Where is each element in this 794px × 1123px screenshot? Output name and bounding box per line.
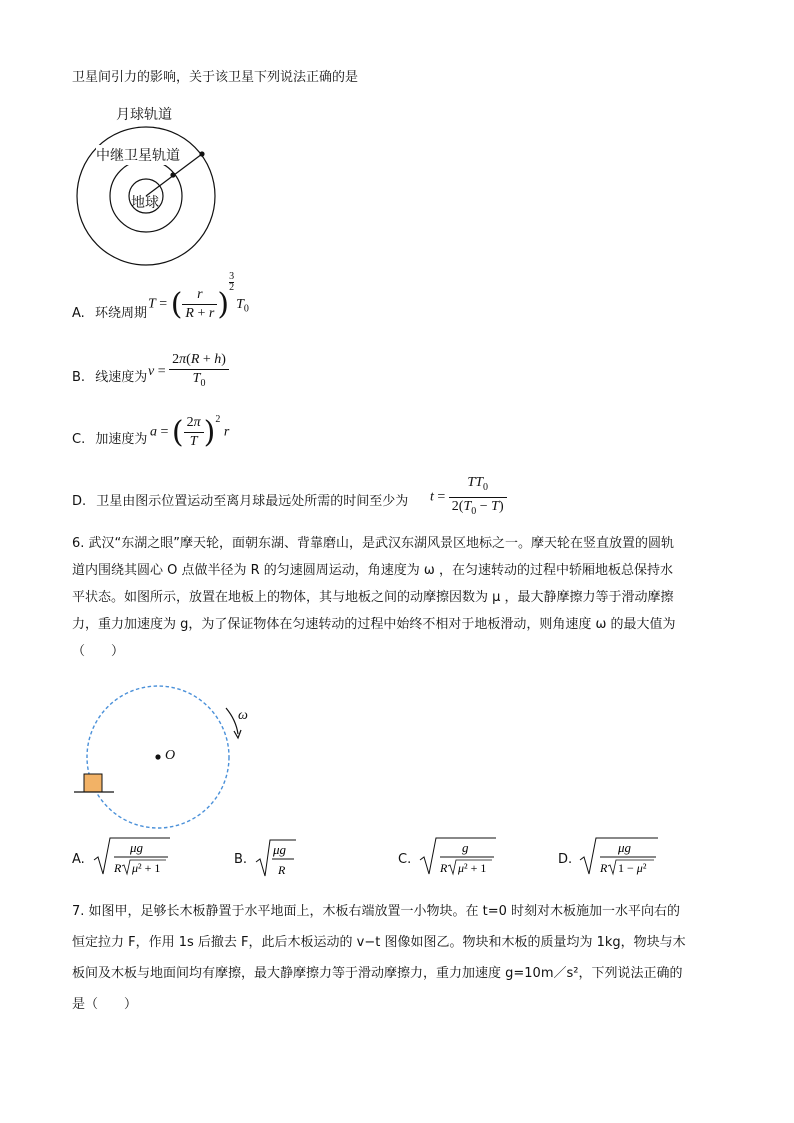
- q5-option-b[interactable]: [72, 366, 147, 385]
- option-a-label: A.: [72, 306, 85, 321]
- q6-option-a-formula: [92, 836, 172, 878]
- q6-option-c-formula: [418, 836, 498, 878]
- q5-option-c[interactable]: [72, 428, 147, 447]
- rotation-arrow: [226, 708, 238, 734]
- q6-option-d-formula: [578, 836, 660, 878]
- moon-dot: [199, 151, 204, 156]
- q6-option-a-label[interactable]: A.: [72, 852, 85, 867]
- center-label: O: [165, 748, 176, 763]
- orbit-diagram: [70, 100, 230, 270]
- earth-label: 地球: [131, 195, 159, 211]
- q5-option-d[interactable]: [72, 490, 408, 509]
- q6-stem: [72, 530, 722, 665]
- svg-text:g: g: [462, 840, 469, 855]
- svg-text:μg: μg: [618, 840, 632, 855]
- svg-text:R: R: [440, 861, 448, 875]
- q7-line-3: 板间及木板与地面间均有摩擦，最大静摩擦力等于滑动摩擦力，重力加速度 g=10m／s²，下列说法正确的: [72, 966, 683, 981]
- svg-text:μg: μg: [273, 842, 287, 857]
- relay-satellite-dot: [170, 172, 175, 177]
- omega-label: ω: [238, 708, 248, 723]
- orbit-figure: [70, 100, 230, 270]
- svg-text:R: R: [278, 863, 286, 877]
- option-c-formula: a = ( $\frac{2\pi}{T}$ )$^2$ r: [150, 414, 230, 450]
- svg-text:μ² + 1: μ² + 1: [458, 861, 487, 875]
- q6-line-4: 力，重力加速度为 g，为了保证物体在匀速转动的过程中始终不相对于地板滑动，则角速度 ω 的最大值为: [72, 617, 676, 632]
- q6-option-d-label[interactable]: D.: [558, 852, 573, 867]
- q6-line-1: 6. 武汉“东湖之眼”摩天轮，面朝东湖、背靠磨山，是武汉东湖风景区地标之一。摩天轮在竖直放置的圆轨: [72, 536, 675, 551]
- svg-text:1 − μ²: 1 − μ²: [618, 861, 647, 875]
- relay-orbit-label: 中继卫星轨道: [96, 145, 180, 165]
- option-a-text: 环绕周期: [94, 306, 147, 321]
- center-dot: [155, 754, 160, 759]
- sqrt-sign-d: [578, 836, 660, 878]
- sqrt-sign-b: [254, 838, 298, 880]
- svg-text:μg: μg: [130, 840, 144, 855]
- q5-option-a[interactable]: [72, 302, 147, 321]
- q6-line-3: 平状态。如图所示，放置在地板上的物体，其与地板之间的动摩擦因数为 μ ，最大静摩擦力等于滑动摩擦: [72, 590, 674, 605]
- intro-line: 卫星间引力的影响，关于该卫星下列说法正确的是: [72, 70, 359, 85]
- svg-text:R: R: [114, 861, 122, 875]
- q6-line-5: （ ）: [72, 644, 125, 659]
- q7-stem: [72, 896, 722, 1020]
- option-c-label: C.: [72, 432, 86, 447]
- block: [84, 774, 102, 792]
- moon-orbit-label: 月球轨道: [116, 107, 172, 123]
- option-b-label: B.: [72, 370, 86, 385]
- q7-line-2: 恒定拉力 F，作用 1s 后撤去 F，此后木板运动的 v−t 图像如图乙。物块和木板的质量均为 1kg，物块与木: [72, 935, 686, 950]
- q6-option-b-label[interactable]: B.: [234, 852, 248, 867]
- q7-line-1: 7. 如图甲，足够长木板静置于水平地面上，木板右端放置一小物块。在 t=0 时刻对木板施加一水平向右的: [72, 904, 681, 919]
- option-b-formula: v = $\frac{2\pi(R + h)}{T_0}$: [148, 351, 229, 393]
- option-d-label: D.: [72, 494, 87, 509]
- q6-option-c-label[interactable]: C.: [398, 852, 412, 867]
- q7-line-4: 是（ ）: [72, 997, 138, 1012]
- sqrt-sign-c: [418, 836, 498, 878]
- option-a-formula: T = ( $\frac{r}{R + r}$ ) $\frac{3}{2}$ $T_0$: [148, 270, 249, 322]
- svg-text:R: R: [600, 861, 608, 875]
- sqrt-sign-a: [92, 836, 172, 878]
- option-b-text: 线速度为: [95, 370, 148, 385]
- ferris-wheel-figure: [70, 680, 270, 835]
- q6-option-b-formula: [254, 838, 298, 880]
- svg-text:μ² + 1: μ² + 1: [132, 861, 161, 875]
- option-d-text: 卫星由图示位置运动至离月球最远处所需的时间至少为: [96, 494, 409, 509]
- q6-line-2: 道内围绕其圆心 O 点做半径为 R 的匀速圆周运动，角速度为 ω ，在匀速转动的过程中轿厢地板总保持水: [72, 563, 673, 578]
- option-c-text: 加速度为: [95, 432, 148, 447]
- option-d-formula: t = $\frac{TT_0}{2(T_0 - T)}$: [430, 474, 507, 521]
